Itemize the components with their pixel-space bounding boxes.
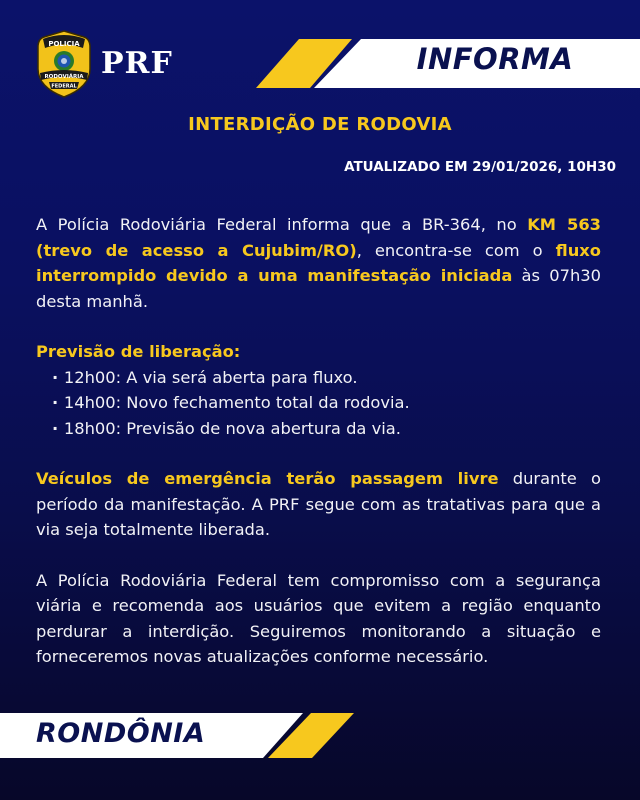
forecast-title: Previsão de liberação: [36,342,241,361]
svg-text:FEDERAL: FEDERAL [51,83,77,90]
emergency-paragraph: Veículos de emergência terão passagem livre durante o período da manifestação. A PRF segue com as tratativas para que a via seja totalmente liberada. [36,469,601,539]
forecast-item: · 18h00: Previsão de nova abertura da via. [52,416,601,442]
km-highlight: KM 563 (trevo de acesso a Cujubim/RO) [36,215,601,260]
flow-highlight: fluxo interrompido devido a uma manifestação iniciada [36,240,601,285]
forecast-list [36,365,601,442]
svg-text:RODOVIÁRIA: RODOVIÁRIA [44,74,84,80]
page-title: INTERDIÇÃO DE RODOVIA [188,114,452,135]
prf-logo: PRF [101,46,173,81]
forecast-item: · 12h00: A via será aberta para fluxo. [52,365,601,391]
closing-paragraph: A Polícia Rodoviária Federal tem compromisso com a segurança viária e recomenda aos usuários que evitem a região enquanto perdurar a interdição. Seguiremos monitorando a situação e forneceremos novas atualizações conforme necessário. [36,570,601,666]
prf-badge-icon [34,29,94,99]
informa-label: INFORMA [416,42,574,76]
forecast-item: · 14h00: Novo fechamento total da rodovia. [52,390,601,416]
emergency-highlight: Veículos de emergência terão passagem livre [36,469,499,488]
svg-text:POLICIA: POLICIA [48,40,80,48]
intro-paragraph: A Polícia Rodoviária Federal informa que a BR-364, no KM 563 (trevo de acesso a Cujubim/RO), encontra-se com o fluxo interrompido devido a uma manifestação iniciada às 07h30 desta manhã. [36,215,601,311]
updated-timestamp: ATUALIZADO EM 29/01/2026, 10H30 [344,159,616,175]
notice-body [36,212,601,670]
region-label: RONDÔNIA [36,718,206,749]
